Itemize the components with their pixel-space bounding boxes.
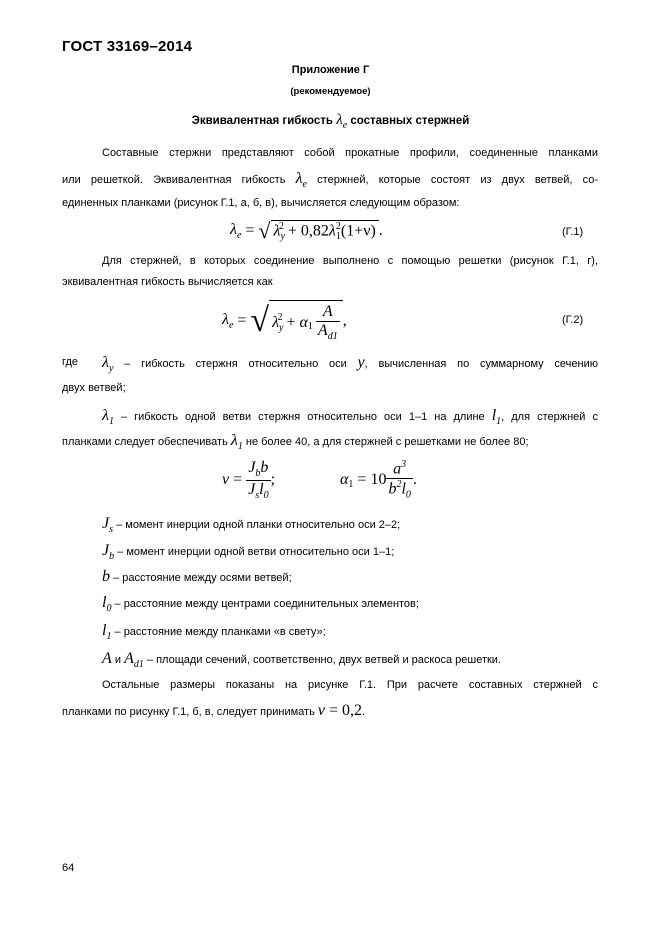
def-b: b – расстояние между осями ветвей; [102,568,292,585]
para2-line1: Для стержней, в которых соединение выполнено с помощью решетки (рисунок Г.1, г), [102,255,598,267]
heading-text-post: составных стержней [350,115,470,127]
def-jb: $J_b$ – момент инерции одной ветви относительно оси 1–1; [102,542,395,563]
para1-line1: Составные стержни представляют собой прокатные профили, соединенные планками [102,147,598,159]
def-l1: $l_1$ – расстояние между планками «в свету»; [102,622,326,643]
def-l0: $l_0$ – расстояние между центрами соединительных элементов; [102,594,419,615]
standard-header: ГОСТ 33169–2014 [62,38,193,55]
def-a: A и $A_{d1}$ – площади сечений, соответственно, двух ветвей и раскоса решетки. [102,650,502,671]
eq3-separator: ; [270,471,276,488]
annex-title: Приложение Г [291,64,370,76]
para3-line1: Остальные размеры показаны на рисунке Г.1. При расчете составных стержней с [102,679,598,691]
eq3-end: . [412,471,417,488]
annex-status: (рекомендуемое) [290,86,371,97]
equation-g1-number: (Г.1) [562,226,584,238]
lambda-e-symbol: $\lambda_e$ [336,112,348,131]
lambda-1-definition-line2: планками следует обеспечивать $\lambda_1$ не более 40, а для стержней с решетками не более 80; [62,432,529,453]
lambda-y-definition: $\lambda_y$ – гибкость стержня относительно оси y, вычисленная по суммарному сечению [102,354,598,375]
equation-g2-number: (Г.2) [562,314,584,326]
para1-line2-pre: или решеткой. Эквивалентная гибкость [62,174,286,186]
equation-g1: $\lambda_e$ = √ $\lambda_y^2 + 0,82\lambda_1^2(1+\nu)$ . [230,218,383,243]
alpha-coefficient: 10 [370,471,387,488]
eq1-end: . [378,222,383,239]
ly-desc-pre: – гибкость стержня относительно оси [124,358,347,370]
l1-line2-pre: планками следует обеспечивать [62,436,228,448]
lambda-1-definition: $\lambda_1$ – гибкость одной ветви стержня относительно оси 1–1 на длине $l_1$, для стержней с [102,407,598,428]
def-js: $J_s$ – момент инерции одной планки относительно оси 2–2; [102,515,401,536]
where-word: где [62,356,79,368]
para3-line2: планками по рисунку Г.1, б, в, следует принимать ν = 0,2. [62,702,366,719]
heading-text-pre: Эквивалентная гибкость [191,115,333,127]
l1-desc-pre: – гибкость одной ветви стержня относительно оси 1–1 на длине [120,411,485,423]
equation-g2: $\lambda_e$ = √ λ $_y^2$ + α $_1$ $\frac{A}{A_{d1}}$ , [222,296,347,346]
eq1-coefficient: 0,82 [300,222,329,240]
para3-line2-end: . [362,706,366,718]
l1-desc-post: , для стержней с [501,411,598,423]
page-number: 64 [62,862,75,874]
ly-desc-post: , вычисленная по суммарному сечению [364,358,598,370]
eq2-end: , [342,312,347,329]
l1-line2-post: не более 40, а для стержней с решетками не более 80; [245,436,529,448]
lambda-e-inline: $\lambda_e$ [295,170,307,191]
para2-line2: эквивалентная гибкость вычисляется как [62,276,273,288]
para3-line2-pre: планками по рисунку Г.1, б, в, следует принимать [62,706,315,718]
nu-value: 0,2 [342,702,363,719]
lambda-y-definition-line2: двух ветвей; [62,382,126,394]
para1-line3: единенных планками (рисунок Г.1, а, б, в), вычисляется следующим образом: [62,197,460,209]
annex-heading [0,112,661,131]
para1-line2-post: стержней, которые состоят из двух ветвей, со- [317,174,598,186]
equation-nu: ν = $\frac{J_bb}{J_sl_0}$ ; [222,459,276,501]
equation-alpha: α $_1$ = 10 $\frac{a^3}{b^2l_0}$ . [340,459,417,501]
eq1-tail: (1+ν) [340,222,376,240]
